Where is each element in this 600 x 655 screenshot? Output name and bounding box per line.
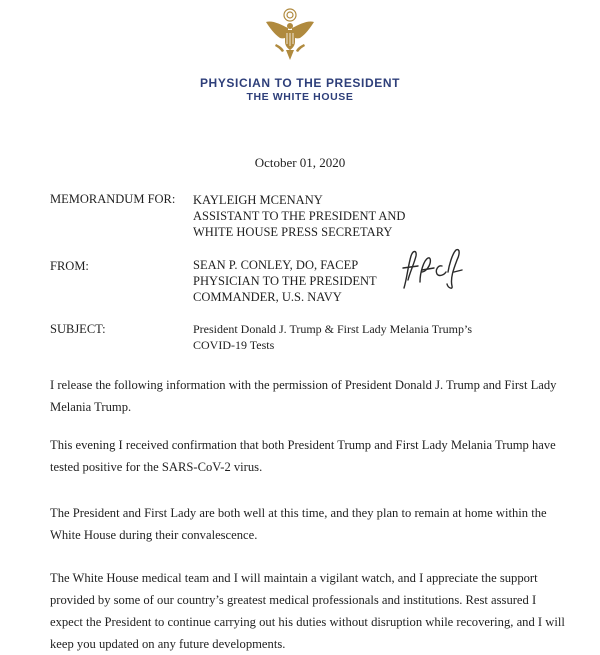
from-line: COMMANDER, U.S. NAVY (193, 290, 342, 304)
subject-line: COVID-19 Tests (193, 338, 275, 352)
subject-text (193, 321, 472, 353)
to-line: WHITE HOUSE PRESS SECRETARY (193, 225, 393, 239)
memo-date: October 01, 2020 (254, 155, 346, 170)
letterhead-subtitle: THE WHITE HOUSE (246, 91, 354, 103)
body-paragraph: I release the following information with the permission of President Donald J. Trump and First Lady Melania Trump. (50, 378, 557, 414)
subject-label: SUBJECT: (50, 322, 106, 336)
body-paragraph: The White House medical team and I will maintain a vigilant watch, and I appreciate the support provided by some of our country’s greatest medical professionals and institutions. Rest assured I expect the President to continue carrying out his duties without disruption while recovering, and I will keep you updated on any future developments. (50, 571, 565, 651)
body-paragraph: The President and First Lady are both well at this time, and they plan to remain at home within the White House during their convalescence. (50, 506, 547, 542)
handwritten-signature (398, 242, 468, 294)
from-line: SEAN P. CONLEY, DO, FACEP (193, 258, 359, 272)
to-line: KAYLEIGH MCENANY (193, 193, 323, 207)
letterhead-title: PHYSICIAN TO THE PRESIDENT (199, 76, 401, 90)
to-recipient (193, 192, 405, 240)
from-label: FROM: (50, 259, 89, 273)
to-line: ASSISTANT TO THE PRESIDENT AND (193, 209, 406, 223)
from-line: PHYSICIAN TO THE PRESIDENT (193, 274, 377, 288)
from-sender (193, 257, 377, 305)
presidential-seal-eagle-icon (262, 6, 318, 64)
to-label: MEMORANDUM FOR: (50, 192, 176, 206)
subject-line: President Donald J. Trump & First Lady Melania Trump’s (193, 322, 473, 336)
body-paragraph: This evening I received confirmation that both President Trump and First Lady Melania Trump have tested positive for the SARS-CoV-2 virus. (50, 438, 556, 474)
